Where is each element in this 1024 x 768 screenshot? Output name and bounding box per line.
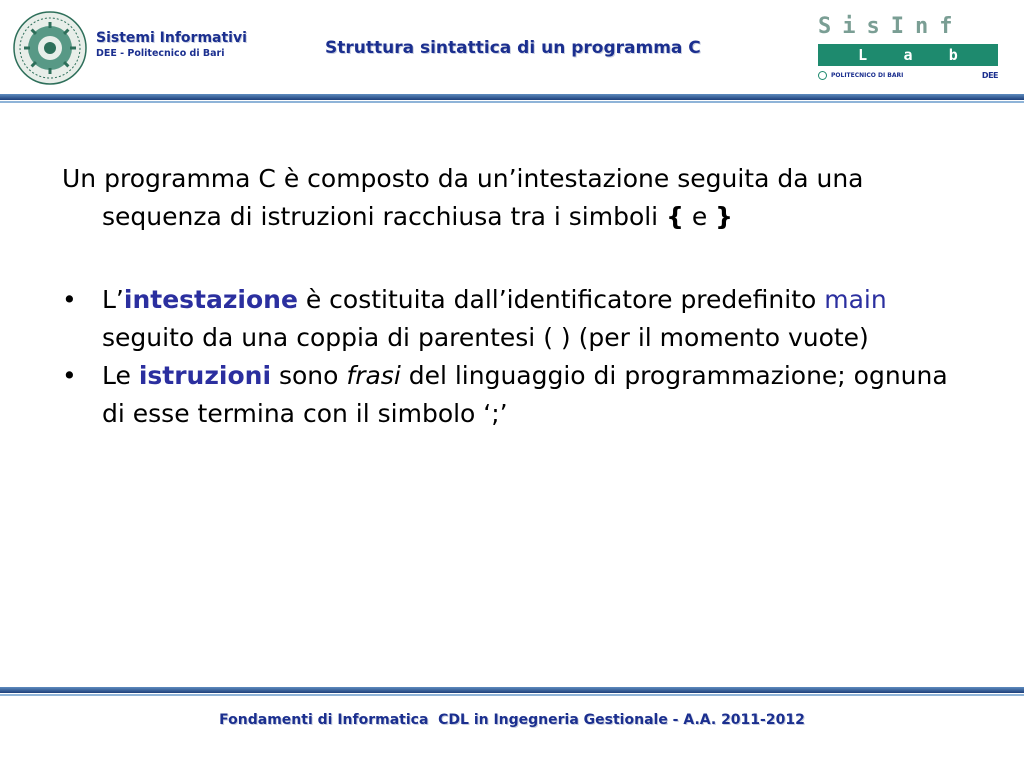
intro-text: Un programma C è composto da un’intestazione seguita da una sequenza di istruzioni racchiusa tra i simboli	[62, 164, 864, 231]
bullet-text	[102, 281, 962, 357]
bullet-list	[62, 281, 962, 433]
bullet1-mid: è costituita dall’identificatore predefinito	[297, 285, 825, 314]
lab-foot-left	[818, 71, 903, 80]
bullet2-mid: sono	[271, 361, 347, 390]
org-name: Sistemi Informativi	[96, 30, 247, 46]
footer-course-info: Fondamenti di Informatica CDL in Ingegneria Gestionale - A.A. 2011-2012	[219, 712, 805, 728]
gear-icon	[818, 71, 827, 80]
sisinf-logo-text: SisInf	[818, 14, 964, 39]
bullet-dot: •	[62, 361, 77, 390]
header-divider	[0, 94, 1024, 103]
lab-logo-foot	[818, 69, 998, 81]
org-block	[96, 30, 247, 59]
open-brace: {	[666, 202, 684, 231]
sisinf-lab-logo	[818, 14, 998, 81]
close-brace: }	[715, 202, 733, 231]
bullet-text	[102, 357, 962, 433]
politecnico-small-label: POLITECNICO DI BARI	[831, 71, 904, 79]
dee-mark: DEE	[981, 70, 998, 80]
italic-frasi: frasi	[346, 361, 401, 390]
intro-paragraph	[62, 160, 962, 236]
bullet2-prefix: Le	[102, 361, 139, 390]
politecnico-seal-logo	[10, 10, 90, 86]
keyword-istruzioni: istruzioni	[138, 361, 272, 390]
lab-letter: b	[948, 46, 958, 64]
bullet1-suffix: seguito da una coppia di parentesi ( ) (per il momento vuote)	[102, 323, 869, 352]
slide-title: Struttura sintattica di un programma C	[325, 38, 701, 58]
main-identifier: main	[824, 285, 887, 314]
lab-letter: a	[903, 46, 913, 64]
bullet2-suffix: del linguaggio di programmazione; ognuna di esse termina con il simbolo ‘;’	[102, 361, 948, 428]
bullet1-prefix: L’	[102, 285, 124, 314]
bullet-dot: •	[62, 285, 77, 314]
org-subtitle: DEE - Politecnico di Bari	[96, 48, 225, 59]
keyword-intestazione: intestazione	[123, 285, 298, 314]
bullet-item-istruzioni	[62, 357, 962, 433]
lab-bar	[818, 44, 998, 66]
bullet-item-intestazione	[62, 281, 962, 357]
and-word: e	[683, 202, 716, 231]
slide-content	[62, 160, 962, 433]
lab-letter: L	[858, 46, 868, 64]
footer-divider	[0, 687, 1024, 696]
